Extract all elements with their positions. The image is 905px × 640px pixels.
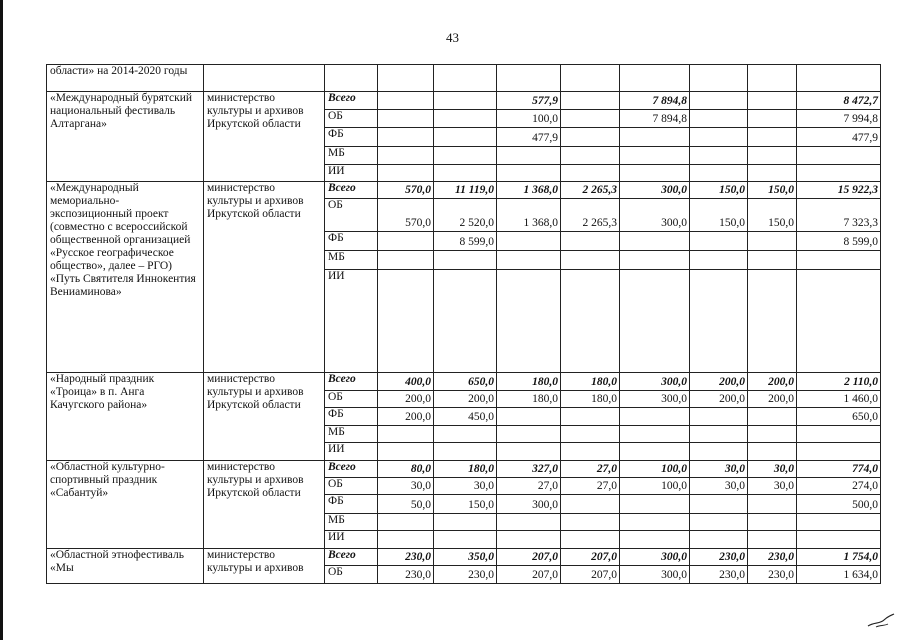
- total-value-cell: 650,0: [797, 408, 881, 426]
- year-value-cell: 477,9: [497, 128, 561, 147]
- year-value-cell: 150,0: [748, 181, 797, 199]
- year-value-cell: [434, 531, 497, 549]
- total-value-cell: [797, 425, 881, 443]
- year-value-cell: [690, 251, 748, 270]
- year-value-cell: 350,0: [434, 548, 497, 566]
- empty-cell: [378, 65, 434, 92]
- year-value-cell: 30,0: [690, 460, 748, 478]
- year-value-cell: [620, 443, 690, 461]
- year-value-cell: [690, 232, 748, 251]
- year-value-cell: [497, 443, 561, 461]
- year-value-cell: [378, 128, 434, 147]
- table-body: [47, 65, 881, 584]
- executor-cell: министерство культуры и архивов Иркутской области: [204, 373, 325, 461]
- total-value-cell: 15 922,3: [797, 181, 881, 199]
- year-value-cell: [690, 531, 748, 549]
- source-type-cell: МБ: [325, 425, 378, 443]
- year-value-cell: [561, 494, 620, 513]
- year-value-cell: [434, 251, 497, 270]
- year-value-cell: 207,0: [497, 566, 561, 584]
- measure-name-cell: «Областной культурно-спортивный праздник «Сабантуй»: [47, 460, 204, 548]
- empty-cell: [204, 65, 325, 92]
- year-value-cell: 230,0: [690, 566, 748, 584]
- year-value-cell: 7 894,8: [620, 110, 690, 128]
- year-value-cell: 300,0: [620, 373, 690, 391]
- year-value-cell: 300,0: [497, 494, 561, 513]
- year-value-cell: 230,0: [748, 566, 797, 584]
- total-value-cell: 477,9: [797, 128, 881, 147]
- source-type-cell: МБ: [325, 513, 378, 531]
- year-value-cell: [561, 251, 620, 270]
- year-value-cell: 30,0: [690, 478, 748, 495]
- year-value-cell: 180,0: [434, 460, 497, 478]
- total-value-cell: 1 634,0: [797, 566, 881, 584]
- year-value-cell: [748, 251, 797, 270]
- year-value-cell: [748, 531, 797, 549]
- year-value-cell: [434, 513, 497, 531]
- year-value-cell: 230,0: [690, 548, 748, 566]
- year-value-cell: [748, 494, 797, 513]
- year-value-cell: [378, 146, 434, 165]
- year-value-cell: 100,0: [620, 460, 690, 478]
- year-value-cell: 200,0: [378, 390, 434, 408]
- year-value-cell: [561, 232, 620, 251]
- measure-name-cell: «Народный праздник «Троица» в п. Анга Качугского района»: [47, 373, 204, 461]
- year-value-cell: [561, 146, 620, 165]
- year-value-cell: 100,0: [497, 110, 561, 128]
- executor-cell: министерство культуры и архивов Иркутской области: [204, 181, 325, 372]
- year-value-cell: [497, 269, 561, 372]
- year-value-cell: 7 894,8: [620, 91, 690, 110]
- year-value-cell: [690, 269, 748, 372]
- year-value-cell: [748, 128, 797, 147]
- total-value-cell: [797, 269, 881, 372]
- year-value-cell: [434, 146, 497, 165]
- table-row: [47, 65, 881, 92]
- table-row: [47, 460, 881, 478]
- year-value-cell: [748, 232, 797, 251]
- source-type-cell: ОБ: [325, 478, 378, 495]
- year-value-cell: 27,0: [561, 460, 620, 478]
- year-value-cell: [748, 91, 797, 110]
- total-value-cell: 8 599,0: [797, 232, 881, 251]
- year-value-cell: [690, 513, 748, 531]
- total-value-cell: 7 323,3: [797, 199, 881, 232]
- empty-cell: [561, 65, 620, 92]
- year-value-cell: [620, 165, 690, 182]
- year-value-cell: [620, 408, 690, 426]
- empty-cell: [434, 65, 497, 92]
- year-value-cell: 300,0: [620, 390, 690, 408]
- year-value-cell: 577,9: [497, 91, 561, 110]
- year-value-cell: [434, 110, 497, 128]
- year-value-cell: [434, 128, 497, 147]
- year-value-cell: [378, 531, 434, 549]
- source-type-cell: ИИ: [325, 531, 378, 549]
- year-value-cell: [690, 110, 748, 128]
- year-value-cell: 150,0: [690, 181, 748, 199]
- year-value-cell: 2 265,3: [561, 181, 620, 199]
- year-value-cell: [561, 110, 620, 128]
- year-value-cell: [748, 269, 797, 372]
- source-type-cell: Всего: [325, 460, 378, 478]
- year-value-cell: 180,0: [561, 390, 620, 408]
- source-type-cell: ФБ: [325, 494, 378, 513]
- year-value-cell: 180,0: [497, 390, 561, 408]
- year-value-cell: 180,0: [561, 373, 620, 391]
- measure-name-cell: «Международный мемориально-экспозиционный проект (совместно с всероссийской общественной организацией «Русское географическое общество», далее – РГО) «Путь Святителя Иннокентия Вениаминова»: [47, 181, 204, 372]
- year-value-cell: [378, 269, 434, 372]
- year-value-cell: 180,0: [497, 373, 561, 391]
- year-value-cell: [497, 531, 561, 549]
- year-value-cell: [561, 165, 620, 182]
- year-value-cell: [620, 531, 690, 549]
- source-type-cell: ФБ: [325, 232, 378, 251]
- year-value-cell: [434, 91, 497, 110]
- total-value-cell: [797, 531, 881, 549]
- year-value-cell: [434, 443, 497, 461]
- year-value-cell: 400,0: [378, 373, 434, 391]
- empty-cell: [797, 65, 881, 92]
- year-value-cell: [748, 425, 797, 443]
- year-value-cell: 570,0: [378, 181, 434, 199]
- year-value-cell: [497, 232, 561, 251]
- year-value-cell: [748, 110, 797, 128]
- year-value-cell: [378, 425, 434, 443]
- year-value-cell: [497, 146, 561, 165]
- year-value-cell: 2 520,0: [434, 199, 497, 232]
- source-type-cell: ФБ: [325, 128, 378, 147]
- year-value-cell: 207,0: [561, 566, 620, 584]
- year-value-cell: [497, 251, 561, 270]
- year-value-cell: [561, 128, 620, 147]
- year-value-cell: [620, 251, 690, 270]
- total-value-cell: 2 110,0: [797, 373, 881, 391]
- year-value-cell: [690, 425, 748, 443]
- year-value-cell: [620, 269, 690, 372]
- year-value-cell: 27,0: [497, 478, 561, 495]
- table-row: [47, 373, 881, 391]
- executor-cell: министерство культуры и архивов Иркутской области: [204, 91, 325, 181]
- year-value-cell: [748, 513, 797, 531]
- total-value-cell: 774,0: [797, 460, 881, 478]
- year-value-cell: [620, 232, 690, 251]
- year-value-cell: [690, 443, 748, 461]
- executor-cell: министерство культуры и архивов Иркутской области: [204, 460, 325, 548]
- year-value-cell: [748, 146, 797, 165]
- year-value-cell: [690, 408, 748, 426]
- source-type-cell: ФБ: [325, 408, 378, 426]
- source-type-cell: Всего: [325, 548, 378, 566]
- source-type-cell: МБ: [325, 251, 378, 270]
- year-value-cell: 327,0: [497, 460, 561, 478]
- year-value-cell: [497, 425, 561, 443]
- year-value-cell: 150,0: [748, 199, 797, 232]
- year-value-cell: [561, 513, 620, 531]
- year-value-cell: [620, 128, 690, 147]
- funding-table: [46, 64, 881, 584]
- total-value-cell: 500,0: [797, 494, 881, 513]
- year-value-cell: 11 119,0: [434, 181, 497, 199]
- source-type-cell: Всего: [325, 373, 378, 391]
- year-value-cell: 200,0: [690, 373, 748, 391]
- year-value-cell: [620, 494, 690, 513]
- empty-cell: [690, 65, 748, 92]
- year-value-cell: [561, 443, 620, 461]
- year-value-cell: [378, 251, 434, 270]
- year-value-cell: 8 599,0: [434, 232, 497, 251]
- total-value-cell: 1 460,0: [797, 390, 881, 408]
- year-value-cell: 450,0: [434, 408, 497, 426]
- year-value-cell: [378, 443, 434, 461]
- year-value-cell: [378, 232, 434, 251]
- table-row: [47, 548, 881, 566]
- year-value-cell: [434, 269, 497, 372]
- year-value-cell: 30,0: [378, 478, 434, 495]
- year-value-cell: [748, 443, 797, 461]
- year-value-cell: 2 265,3: [561, 199, 620, 232]
- total-value-cell: 7 994,8: [797, 110, 881, 128]
- year-value-cell: [690, 91, 748, 110]
- year-value-cell: [690, 165, 748, 182]
- total-value-cell: [797, 146, 881, 165]
- source-type-cell: ОБ: [325, 199, 378, 232]
- year-value-cell: [561, 408, 620, 426]
- year-value-cell: [620, 425, 690, 443]
- total-value-cell: [797, 165, 881, 182]
- year-value-cell: 30,0: [748, 460, 797, 478]
- year-value-cell: 300,0: [620, 199, 690, 232]
- year-value-cell: [497, 513, 561, 531]
- total-value-cell: [797, 513, 881, 531]
- source-type-cell: ИИ: [325, 443, 378, 461]
- year-value-cell: [561, 531, 620, 549]
- source-type-cell: ОБ: [325, 566, 378, 584]
- year-value-cell: 230,0: [434, 566, 497, 584]
- empty-cell: [620, 65, 690, 92]
- year-value-cell: 230,0: [378, 566, 434, 584]
- year-value-cell: 150,0: [434, 494, 497, 513]
- year-value-cell: [690, 146, 748, 165]
- year-value-cell: [378, 110, 434, 128]
- year-value-cell: 27,0: [561, 478, 620, 495]
- year-value-cell: [690, 494, 748, 513]
- measure-name-cell: «Международный бурятский национальный фестиваль Алтаргана»: [47, 91, 204, 181]
- year-value-cell: 230,0: [378, 548, 434, 566]
- year-value-cell: 30,0: [434, 478, 497, 495]
- year-value-cell: 200,0: [748, 373, 797, 391]
- year-value-cell: 150,0: [690, 199, 748, 232]
- total-value-cell: 274,0: [797, 478, 881, 495]
- total-value-cell: [797, 443, 881, 461]
- empty-cell: [497, 65, 561, 92]
- year-value-cell: 50,0: [378, 494, 434, 513]
- total-value-cell: [797, 251, 881, 270]
- page-left-edge: [0, 0, 3, 640]
- year-value-cell: 650,0: [434, 373, 497, 391]
- year-value-cell: 80,0: [378, 460, 434, 478]
- year-value-cell: 300,0: [620, 548, 690, 566]
- year-value-cell: 300,0: [620, 566, 690, 584]
- year-value-cell: 1 368,0: [497, 199, 561, 232]
- year-value-cell: [378, 513, 434, 531]
- year-value-cell: [561, 269, 620, 372]
- source-type-cell: Всего: [325, 91, 378, 110]
- page-number: 43: [446, 30, 459, 45]
- year-value-cell: 200,0: [378, 408, 434, 426]
- year-value-cell: [378, 165, 434, 182]
- source-type-cell: ОБ: [325, 390, 378, 408]
- source-type-cell: Всего: [325, 181, 378, 199]
- year-value-cell: [434, 165, 497, 182]
- year-value-cell: [434, 425, 497, 443]
- year-value-cell: [690, 128, 748, 147]
- table-row: [47, 181, 881, 199]
- year-value-cell: 570,0: [378, 199, 434, 232]
- year-value-cell: 200,0: [434, 390, 497, 408]
- source-type-cell: ИИ: [325, 165, 378, 182]
- empty-cell: [748, 65, 797, 92]
- measure-name-cell: области» на 2014-2020 годы: [47, 65, 204, 92]
- year-value-cell: [620, 513, 690, 531]
- source-type-cell: ИИ: [325, 269, 378, 372]
- year-value-cell: [378, 91, 434, 110]
- empty-cell: [325, 65, 378, 92]
- source-type-cell: ОБ: [325, 110, 378, 128]
- year-value-cell: 207,0: [497, 548, 561, 566]
- year-value-cell: [497, 408, 561, 426]
- year-value-cell: 1 368,0: [497, 181, 561, 199]
- year-value-cell: [748, 165, 797, 182]
- year-value-cell: 200,0: [748, 390, 797, 408]
- year-value-cell: [748, 408, 797, 426]
- total-value-cell: 1 754,0: [797, 548, 881, 566]
- year-value-cell: 230,0: [748, 548, 797, 566]
- executor-cell: министерство культуры и архивов: [204, 548, 325, 583]
- year-value-cell: 300,0: [620, 181, 690, 199]
- year-value-cell: [620, 146, 690, 165]
- table-row: [47, 91, 881, 110]
- total-value-cell: 8 472,7: [797, 91, 881, 110]
- year-value-cell: 200,0: [690, 390, 748, 408]
- year-value-cell: [561, 425, 620, 443]
- signature-mark: [866, 612, 896, 630]
- year-value-cell: 30,0: [748, 478, 797, 495]
- year-value-cell: [497, 165, 561, 182]
- year-value-cell: 100,0: [620, 478, 690, 495]
- source-type-cell: МБ: [325, 146, 378, 165]
- year-value-cell: 207,0: [561, 548, 620, 566]
- year-value-cell: [561, 91, 620, 110]
- measure-name-cell: «Областной этнофестиваль «Мы: [47, 548, 204, 583]
